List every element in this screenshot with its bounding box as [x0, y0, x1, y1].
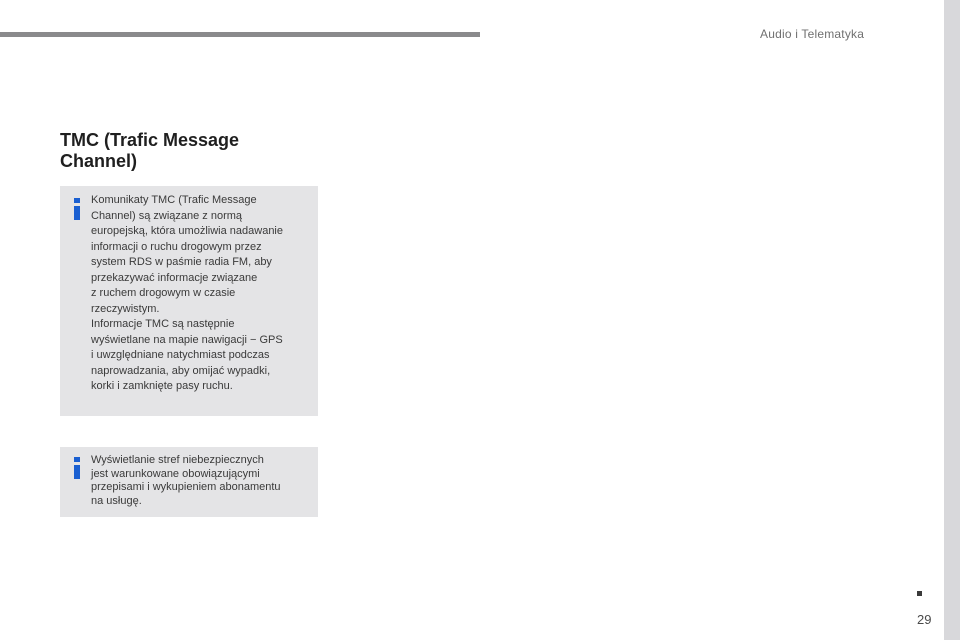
info-note-tmc — [60, 186, 318, 416]
page-number: 29 — [917, 612, 932, 627]
page-marker — [917, 591, 922, 596]
info-icon — [68, 197, 86, 221]
info-note-text: Wyświetlanie stref niebezpiecznych jest warunkowane obowiązującymi przepisami i wykupieniem abonamentu na usługę. — [91, 454, 281, 507]
page-title: TMC (Trafic Message Channel) — [60, 130, 240, 171]
info-note-danger-zones — [60, 447, 318, 517]
info-icon — [68, 456, 86, 480]
section-title: Audio i Telematyka — [760, 27, 865, 41]
header-rule — [0, 32, 480, 37]
side-strip — [944, 0, 960, 640]
info-note-text: Komunikaty TMC (Trafic Message Channel) są związane z normą europejską, która umożliwia nadawanie informacji o ruchu drogowym przez system RDS w paśmie radia FM, aby przekazywać informacje związane z ruchem drogowym w czasie rzeczywistym. Informacje TMC są następnie wyświetlane na mapie nawigacji − GPS i uwzględniane natychmiast podczas naprowadzania, aby omijać wypadki, korki i zamknięte pasy ruchu. — [91, 194, 283, 392]
